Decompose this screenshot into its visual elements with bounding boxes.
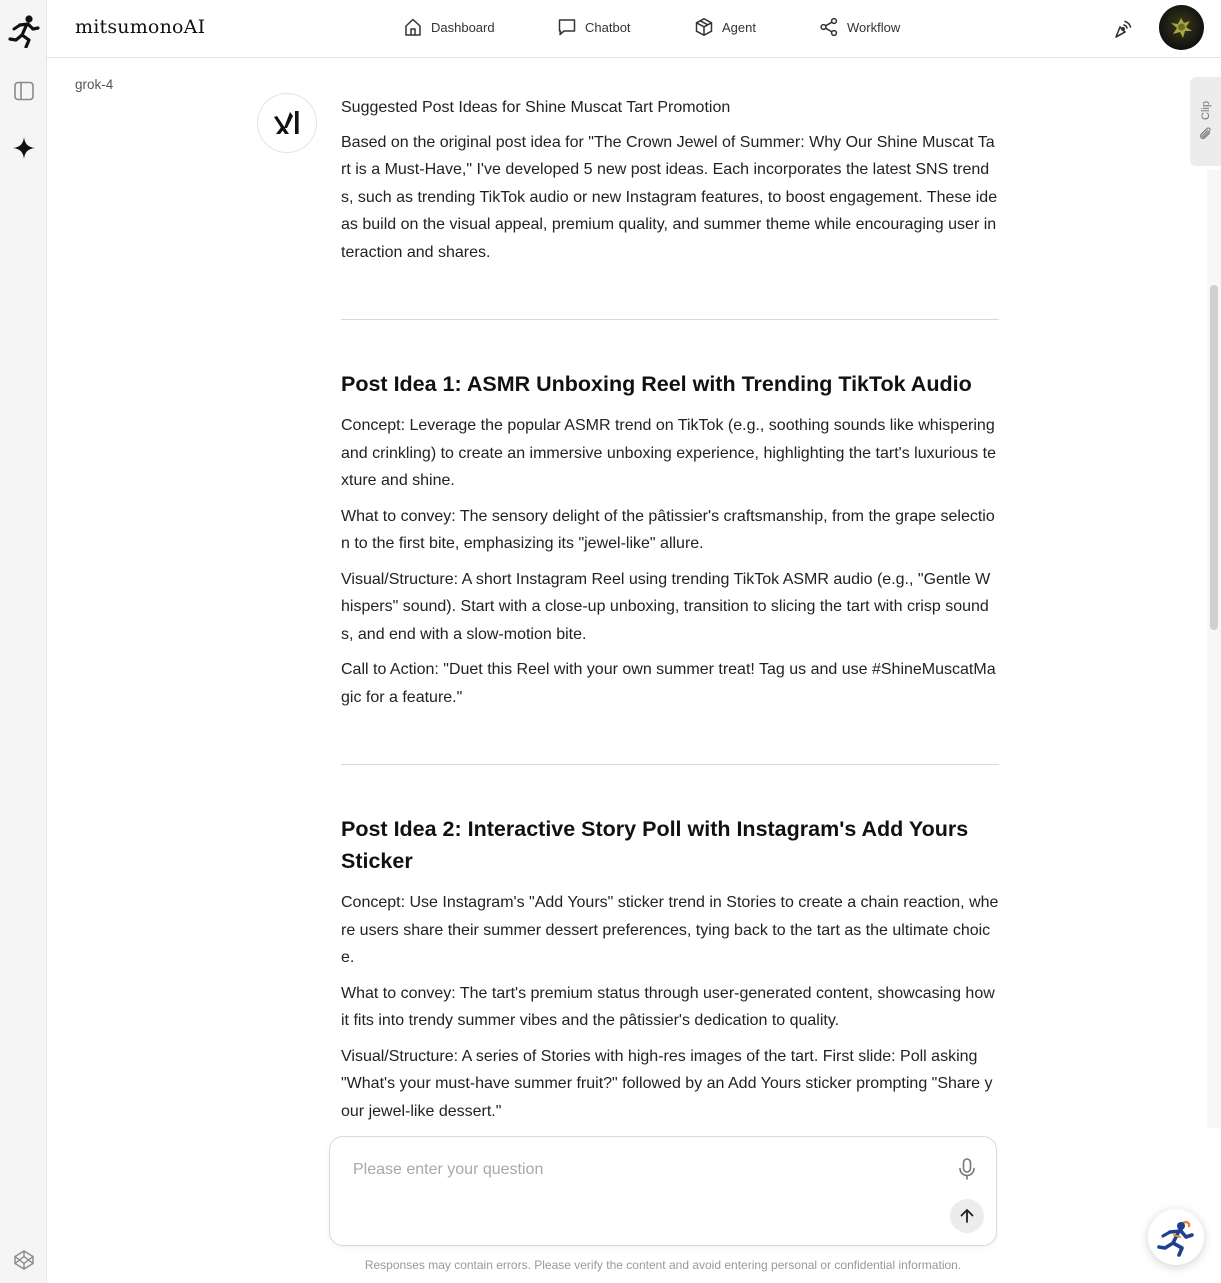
clip-side-tab[interactable] bbox=[1190, 77, 1221, 166]
cube-icon bbox=[694, 17, 714, 37]
nav-dashboard[interactable] bbox=[403, 16, 495, 38]
sidebar-toggle-icon[interactable] bbox=[0, 80, 47, 102]
runner-mascot-icon bbox=[1156, 1217, 1196, 1257]
nav-chatbot[interactable] bbox=[557, 16, 631, 38]
paperclip-icon bbox=[1199, 126, 1213, 142]
idea-2-concept: Concept: Use Instagram's "Add Yours" sticker trend in Stories to create a chain reaction, where users share their summer dessert preferences, tying back to the tart as the ultimate choice. bbox=[341, 894, 999, 966]
message-intro: Based on the original post idea for "The Crown Jewel of Summer: Why Our Shine Muscat Tart is a Must-Have," I've developed 5 new post ideas. Each incorporates the latest SNS trends, such as trending TikTok audio or new Instagram features, to boost engagement. These ideas build on the visual appeal, premium quality, and summer theme while encouraging user interaction and shares. bbox=[341, 133, 998, 261]
top-header bbox=[47, 0, 1221, 58]
disclaimer-text: Responses may contain errors. Please verify the content and avoid entering personal or confidential information. bbox=[364, 1258, 962, 1272]
assistant-fab-button[interactable] bbox=[1148, 1209, 1204, 1265]
codepen-icon[interactable] bbox=[0, 1249, 47, 1271]
user-avatar[interactable] bbox=[1159, 5, 1204, 50]
nav-dashboard-label: Dashboard bbox=[431, 19, 495, 35]
idea-2-heading: Post Idea 2: Interactive Story Poll with Instagram's Add Yours Sticker bbox=[341, 817, 969, 873]
composer bbox=[329, 1136, 997, 1246]
broadcast-icon[interactable] bbox=[1111, 17, 1135, 46]
nav-agent[interactable] bbox=[694, 16, 756, 38]
send-button[interactable] bbox=[950, 1199, 984, 1233]
question-input[interactable] bbox=[353, 1157, 913, 1183]
microphone-icon[interactable] bbox=[957, 1157, 977, 1186]
chat-bubble-icon bbox=[557, 17, 577, 37]
idea-1-cta: Call to Action: "Duet this Reel with your own summer treat! Tag us and use #ShineMuscatMagic for a feature." bbox=[341, 661, 996, 706]
home-icon bbox=[403, 17, 423, 37]
arrow-up-icon bbox=[958, 1207, 976, 1225]
left-rail bbox=[0, 0, 47, 1283]
brand-name[interactable]: mitsumonoAI bbox=[75, 16, 206, 38]
idea-2-convey: What to convey: The tart's premium status through user-generated content, showcasing how it fits into trendy summer vibes and the pâtissier's dedication to quality. bbox=[341, 984, 995, 1029]
model-name: grok-4 bbox=[75, 77, 114, 92]
idea-1-convey: What to convey: The sensory delight of the pâtissier's craftsmanship, from the grape selection to the first bite, emphasizing its "jewel-like" allure. bbox=[341, 507, 995, 552]
logo-runner-icon[interactable] bbox=[0, 14, 47, 48]
assistant-message bbox=[341, 94, 999, 1133]
nav-chatbot-label: Chatbot bbox=[585, 19, 631, 35]
message-title: Suggested Post Ideas for Shine Muscat Tart Promotion bbox=[341, 99, 731, 116]
nav-workflow-label: Workflow bbox=[847, 19, 901, 35]
sparkle-icon[interactable] bbox=[0, 136, 47, 160]
nav-agent-label: Agent bbox=[722, 19, 756, 35]
share-nodes-icon bbox=[819, 17, 839, 37]
idea-1-concept: Concept: Leverage the popular ASMR trend on TikTok (e.g., soothing sounds like whispering and crinkling) to create an immersive unboxing experience, highlighting the tart's luxurious texture and shine. bbox=[341, 417, 996, 489]
xai-avatar-icon bbox=[257, 93, 317, 153]
idea-1-visual: Visual/Structure: A short Instagram Reel using trending TikTok ASMR audio (e.g., "Gentle Whispers" sound). Start with a close-up unboxing, transition to slicing the tart with crisp sounds, and end with a slow-motion bite. bbox=[341, 570, 991, 643]
scrollbar-thumb[interactable] bbox=[1210, 285, 1218, 630]
clip-label: Clip bbox=[1199, 101, 1212, 120]
idea-1-heading: Post Idea 1: ASMR Unboxing Reel with Trending TikTok Audio bbox=[341, 372, 972, 396]
nav-workflow[interactable] bbox=[819, 16, 900, 38]
idea-2-visual: Visual/Structure: A series of Stories with high-res images of the tart. First slide: Poll asking "What's your must-have summer fruit?" followed by an Add Yours sticker prompting "Share your jewel-like dessert." bbox=[341, 1047, 993, 1120]
